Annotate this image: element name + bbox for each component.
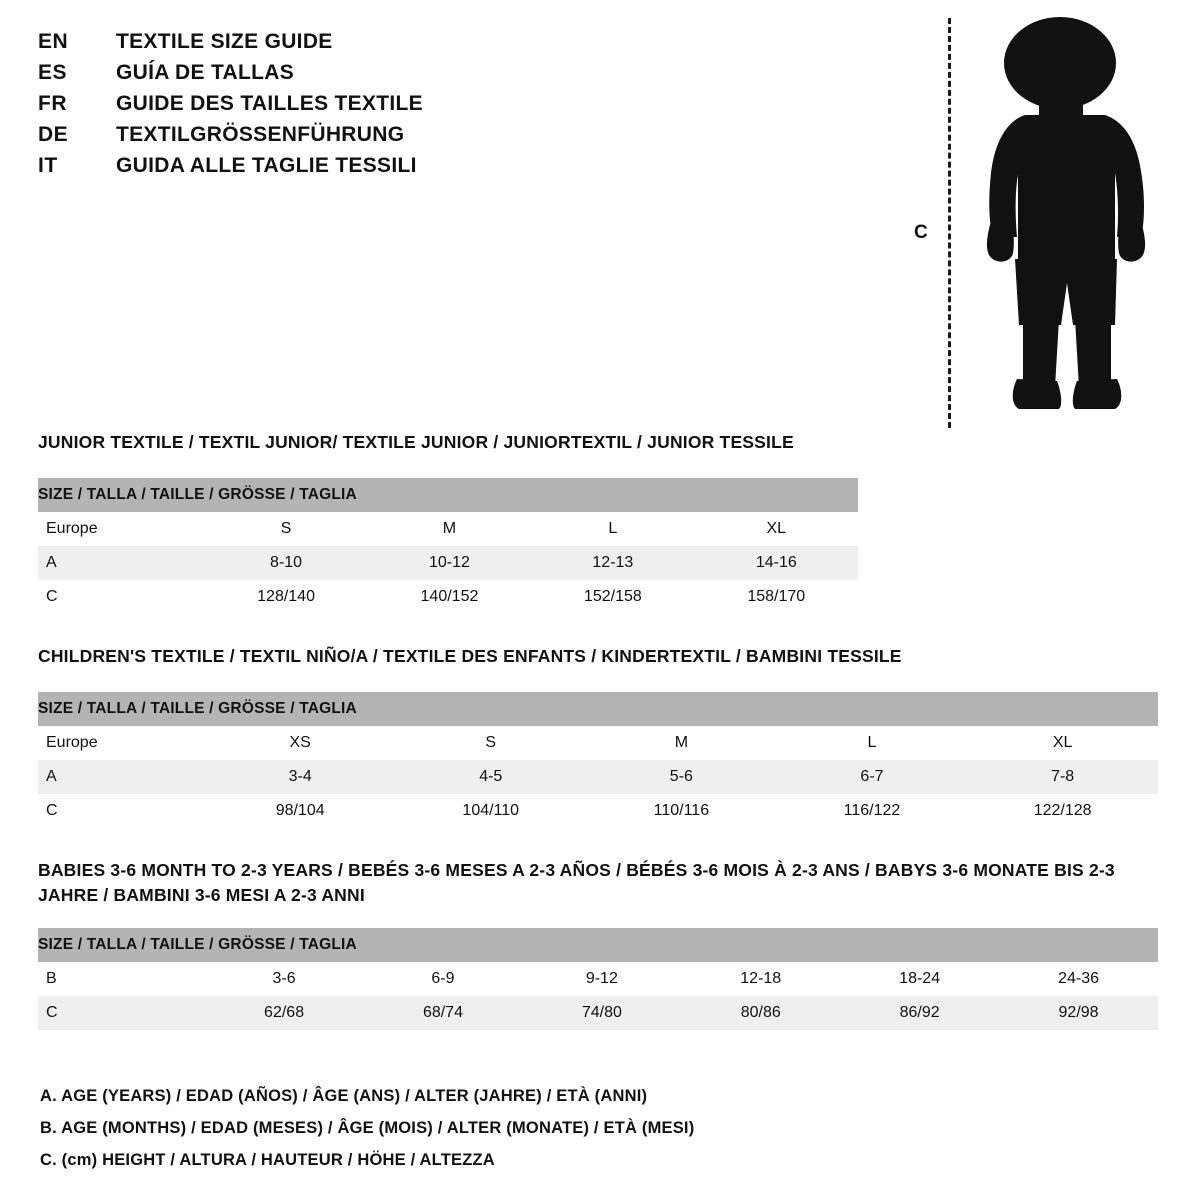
table-row [38, 794, 1158, 828]
cell-value: 8-10 [204, 546, 367, 580]
language-title: GUÍA DE TALLAS [116, 61, 295, 84]
table-row [38, 580, 858, 614]
cell-value: 3-4 [205, 760, 396, 794]
cell-value: 140/152 [368, 580, 531, 614]
language-title: GUIDE DES TAILLES TEXTILE [116, 92, 423, 115]
row-label: B [38, 962, 205, 996]
cell-value: 122/128 [967, 794, 1158, 828]
cell-value: 128/140 [204, 580, 367, 614]
table-header-label: SIZE / TALLA / TAILLE / GRÖSSE / TAGLIA [38, 478, 858, 512]
cell-value: 24-36 [999, 962, 1158, 996]
language-row [38, 92, 598, 116]
footnotes-block [40, 1087, 1140, 1170]
language-row [38, 30, 598, 54]
babies-size-table [38, 928, 1158, 1030]
row-label: C [38, 996, 205, 1030]
language-title-block [38, 30, 598, 185]
cell-value: 158/170 [695, 580, 858, 614]
cell-value: 6-7 [777, 760, 968, 794]
cell-value: XS [205, 726, 396, 760]
cell-value: 110/116 [586, 794, 777, 828]
cell-value: 14-16 [695, 546, 858, 580]
section-title-children: CHILDREN'S TEXTILE / TEXTIL NIÑO/A / TEXTILE DES ENFANTS / KINDERTEXTIL / BAMBINI TESSILE [38, 646, 902, 666]
cell-value: L [531, 512, 694, 546]
footnote-height: C. (cm) HEIGHT / ALTURA / HAUTEUR / HÖHE / ALTEZZA [40, 1151, 495, 1169]
cell-value: 12-13 [531, 546, 694, 580]
cell-value: M [368, 512, 531, 546]
section-title-babies: BABIES 3-6 MONTH TO 2-3 YEARS / BEBÉS 3-6 MESES A 2-3 AÑOS / BÉBÉS 3-6 MOIS À 2-3 ANS / BABYS 3-6 MONATE BIS 2-3 JAHRE / BAMBINI 3-6 MESI A 2-3 ANNI [38, 860, 1115, 906]
cell-value: 98/104 [205, 794, 396, 828]
cell-value: S [204, 512, 367, 546]
child-silhouette-icon [955, 15, 1155, 435]
table-row [38, 760, 1158, 794]
language-row [38, 61, 598, 85]
cell-value: 152/158 [531, 580, 694, 614]
row-label: C [38, 580, 204, 614]
table-header-label: SIZE / TALLA / TAILLE / GRÖSSE / TAGLIA [38, 692, 1158, 726]
table-header-row [38, 478, 858, 512]
cell-value: 10-12 [368, 546, 531, 580]
language-title: GUIDA ALLE TAGLIE TESSILI [116, 154, 417, 177]
table-row [38, 546, 858, 580]
cell-value: M [586, 726, 777, 760]
table-header-row [38, 928, 1158, 962]
cell-value: XL [967, 726, 1158, 760]
cell-value: 74/80 [522, 996, 681, 1030]
cell-value: 18-24 [840, 962, 999, 996]
cell-value: 116/122 [777, 794, 968, 828]
table-row [38, 962, 1158, 996]
cell-value: 4-5 [395, 760, 586, 794]
language-title: TEXTILE SIZE GUIDE [116, 30, 333, 53]
table-header-label: SIZE / TALLA / TAILLE / GRÖSSE / TAGLIA [38, 928, 1158, 962]
table-row [38, 996, 1158, 1030]
cell-value: 5-6 [586, 760, 777, 794]
cell-value: 62/68 [205, 996, 364, 1030]
height-dashed-line [948, 18, 951, 428]
cell-value: 6-9 [364, 962, 523, 996]
language-row [38, 123, 598, 147]
cell-value: 12-18 [681, 962, 840, 996]
cell-value: L [777, 726, 968, 760]
row-label: A [38, 546, 204, 580]
height-marker-label: C [914, 222, 928, 243]
cell-value: 86/92 [840, 996, 999, 1030]
cell-value: 80/86 [681, 996, 840, 1030]
cell-value: 68/74 [364, 996, 523, 1030]
footnote-age-years: A. AGE (YEARS) / EDAD (AÑOS) / ÂGE (ANS) / ALTER (JAHRE) / ETÀ (ANNI) [40, 1087, 648, 1105]
language-row [38, 154, 598, 178]
language-code: EN [38, 30, 69, 53]
language-code: ES [38, 61, 68, 84]
cell-value: XL [695, 512, 858, 546]
language-code: FR [38, 92, 67, 115]
cell-value: 104/110 [395, 794, 586, 828]
junior-size-table [38, 478, 858, 614]
cell-value: 9-12 [522, 962, 681, 996]
language-title: TEXTILGRÖSSENFÜHRUNG [116, 123, 405, 146]
table-row [38, 726, 1158, 760]
cell-value: 3-6 [205, 962, 364, 996]
cell-value: 92/98 [999, 996, 1158, 1030]
section-title-junior: JUNIOR TEXTILE / TEXTIL JUNIOR/ TEXTILE JUNIOR / JUNIORTEXTIL / JUNIOR TESSILE [38, 432, 794, 452]
row-label: A [38, 760, 205, 794]
language-code: IT [38, 154, 58, 177]
cell-value: 7-8 [967, 760, 1158, 794]
table-row [38, 512, 858, 546]
language-code: DE [38, 123, 69, 146]
footnote-age-months: B. AGE (MONTHS) / EDAD (MESES) / ÂGE (MOIS) / ALTER (MONATE) / ETÀ (MESI) [40, 1119, 695, 1137]
children-size-table [38, 692, 1158, 828]
cell-value: S [395, 726, 586, 760]
row-label: C [38, 794, 205, 828]
height-figure [900, 10, 1160, 430]
table-header-row [38, 692, 1158, 726]
row-label: Europe [38, 512, 204, 546]
row-label: Europe [38, 726, 205, 760]
